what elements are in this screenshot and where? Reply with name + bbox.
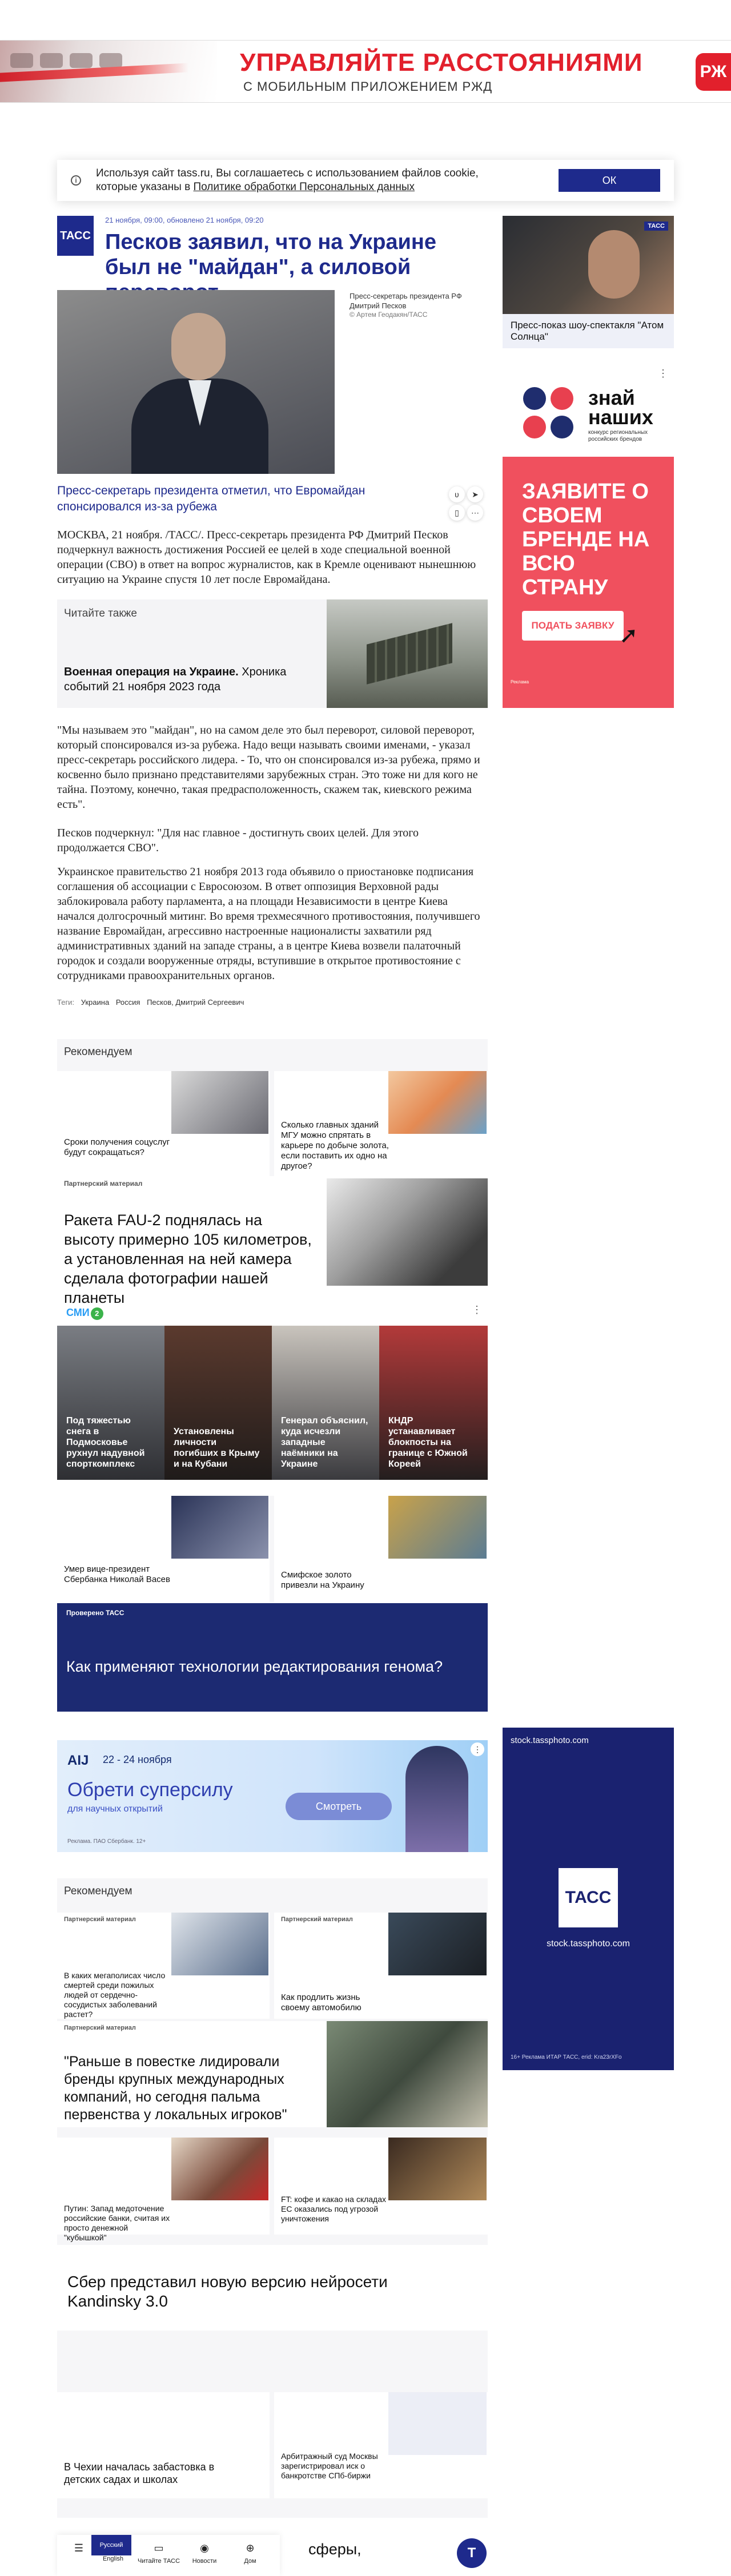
article-tags — [57, 998, 248, 1007]
stock-url-label: stock.tassphoto.com — [547, 1939, 630, 1949]
ad-brand-sub: конкурс региональных российских брендов — [588, 429, 648, 442]
ad-fine-print: 16+ Реклама ИТАР ТАСС, erid: Kra23rXFo — [511, 2054, 622, 2060]
aij-subtitle: для научных открытий — [67, 1804, 163, 1814]
verified-label: Проверено ТАСС — [66, 1609, 124, 1617]
book-icon: ▭ — [154, 2542, 164, 2554]
nav-home[interactable]: ⊕ Дом — [228, 2535, 272, 2576]
recommended-item[interactable]: Партнерский материал Как продлить жизнь своему автомобилю — [274, 1913, 488, 2019]
more-icon[interactable]: ⋯ — [467, 505, 483, 521]
train-image — [0, 41, 217, 103]
nav-english[interactable]: English — [102, 2555, 124, 2562]
tags-label: Теги: — [57, 998, 75, 1007]
bookmark-icon[interactable]: ▯ — [449, 505, 465, 521]
sber-news-card[interactable] — [57, 2245, 488, 2331]
article-photo — [57, 290, 335, 474]
article-paragraph: Украинское правительство 21 ноября 2013 года объявило о приостановке подписания соглашения об ассоциации с Евросоюзом. В ответ оппозиция Верховной рады заблокировала работу парламента, а на площади Независимости в центре Киева начался долгосрочный митинг. Во время трехмесячного противостояния, получившего название Евромайдан, агрессивно настроенные националисты захватили ряд административных зданий на западе страны, а в центре Киева возвели палаточный городок и создали вооруженные отряды, вступившие в открытое противостояние с сотрудниками правоохранительных органов. — [57, 866, 480, 982]
photo-credit: © Артем Геодакян/ТАСС — [350, 311, 428, 319]
recommended-block — [57, 1496, 488, 1602]
recommended-block — [57, 1878, 488, 2518]
article-meta: 21 ноября, 09:00, обновлено 21 ноября, 09:20 — [105, 216, 264, 224]
ad-person-image — [405, 1746, 468, 1852]
read-also-title[interactable]: Военная операция на Украине. Хроника событий 21 ноября 2023 года — [64, 666, 287, 693]
rzd-banner-ad[interactable] — [0, 40, 731, 103]
tass-fab-button[interactable]: Т — [457, 2538, 487, 2568]
partner-article[interactable] — [57, 1176, 488, 1306]
smi-card[interactable]: Генерал объяснил, куда исчезли западные наёмники на Украине — [272, 1326, 379, 1480]
train-window — [40, 53, 63, 68]
article-lead: Пресс-секретарь президента отметил, что Евромайдан спонсировался из-за рубежа — [57, 484, 366, 513]
more-icon[interactable]: ⋮ — [471, 1742, 484, 1756]
recommended-item[interactable]: FT: кофе и какао на складах ЕС оказались под угрозой уничтожения — [274, 2138, 488, 2235]
recommended-item[interactable]: Арбитражный суд Москвы зарегистрировал иск о банкротстве СПб-биржи — [274, 2392, 488, 2498]
train-window — [10, 53, 33, 68]
rail-news-card[interactable] — [503, 216, 674, 348]
plus-icon: ⊕ — [246, 2542, 255, 2554]
ad-fine-print: Реклама. ПАО Сбербанк. 12+ — [67, 1838, 146, 1845]
verified-title: Как применяют технологии редактирования генома? — [66, 1658, 443, 1675]
tag-link[interactable]: Россия — [115, 998, 140, 1007]
more-icon[interactable]: ⋮ — [472, 1304, 482, 1315]
language-selector[interactable]: Русский — [91, 2535, 131, 2555]
privacy-policy-link[interactable]: Политике обработки Персональных данных — [193, 181, 415, 193]
nav-read-tass[interactable]: ▭ Читайте ТАСС — [137, 2542, 180, 2565]
more-icon[interactable]: ⋮ — [658, 368, 668, 379]
vk-icon[interactable]: ʋ — [449, 486, 465, 502]
block-title: Рекомендуем — [64, 1885, 132, 1897]
rail-card-caption[interactable]: Пресс-показ шоу-спектакля "Атом Солнца" — [503, 314, 674, 348]
recommended-item[interactable]: Сроки получения соцуслуг будут сокращаться? — [57, 1071, 270, 1177]
brand-contest-ad[interactable] — [503, 365, 674, 708]
recommended-item[interactable]: Сколько главных зданий МГУ можно спрятать в карьере по добыче золота, если поставить их одно на другое? — [274, 1071, 488, 1177]
partner-article[interactable]: Партнерский материал "Раньше в повестке лидировали бренды крупных международных компаний, но сегодня пальма первенства у локальных игроков" — [57, 2021, 488, 2127]
read-also-label: Читайте также — [64, 607, 137, 619]
news-icon: ◉ — [200, 2542, 209, 2554]
recommended-item[interactable]: Партнерский материал В каких мегаполисах число смертей среди пожилых людей от сердечно-сосудистых заболеваний растет? — [57, 1913, 270, 2019]
article-paragraph: Песков подчеркнул: "Для нас главное - достигнуть своих целей. Для этого продолжается СВО". — [57, 827, 419, 854]
sber-title: Сбер представил новую версию нейросети Kandinsky 3.0 — [67, 2273, 388, 2310]
smi-card[interactable]: Установлены личности погибших в Крыму и на Кубани — [164, 1326, 272, 1480]
cookie-ok-button[interactable]: ОК — [559, 169, 660, 192]
aij-date: 22 - 24 ноября — [103, 1754, 172, 1765]
aij-ad-banner[interactable] — [57, 1740, 488, 1852]
aij-headline: Обрети суперсилу — [67, 1779, 233, 1801]
article-headline: Песков заявил, что на Украине был не "майдан", а силовой — [105, 230, 436, 279]
cookie-text: Используя сайт tass.ru, Вы соглашаетесь с использованием файлов cookie, которые указаны в Политике обработки Персональных данных — [96, 167, 479, 193]
tag-link[interactable]: Украина — [81, 998, 110, 1007]
smi-card[interactable]: КНДР устанавливает блокпосты на границе с Южной Кореей — [379, 1326, 488, 1480]
article-paragraph: МОСКВА, 21 ноября. /ТАСС/. Пресс-секретарь президента РФ Дмитрий Песков подчеркнул важность достижения Россией ее целей в ходе специальной военной операции (СВО) в ответ на вопрос журналистов, как в Кремле оценивают нынешнюю ситуацию на Украине спустя 10 лет после Евромайдана. — [57, 529, 476, 586]
read-also-thumbnail — [327, 599, 488, 708]
partner-title: Ракета FAU-2 поднялась на высоту примерно 105 километров, а установленная на ней камера сделала фотографии нашей планеты — [64, 1211, 312, 1306]
block-title: Рекомендуем — [64, 1046, 132, 1058]
partner-title: "Раньше в повестке лидировали бренды крупных международных компаний, но сегодня пальма первенства у локальных игроков" — [64, 2054, 287, 2123]
article-paragraph: "Мы называем это "майдан", но на самом деле это был переворот, силовой переворот, который спонсировался из-за рубежа. Надо вещи называть своими именами, - указал пресс-секретарь российского лидера. - То, что он спонсировался из-за рубежа, прямо и косвенно было признано представителями зарубежных стран. Это тоже ни для кого не тайна. Поэтому, конечно, такая предрасположенность, скажем так, киевского режима есть". — [57, 724, 480, 811]
watch-button[interactable]: Смотреть — [286, 1793, 392, 1820]
recommended-item[interactable]: Умер вице-президент Сбербанка Николай Васев — [57, 1496, 270, 1602]
tass-logo[interactable]: ТАСС — [57, 216, 94, 256]
bottom-navigation — [57, 2535, 280, 2576]
photo-caption: Пресс-секретарь президента РФ Дмитрий Песков — [350, 292, 462, 310]
smi-card[interactable]: Под тяжестью снега в Подмосковье рухнул надувной спорткомплекс — [57, 1326, 164, 1480]
contest-logo-icon — [523, 387, 580, 444]
nav-news[interactable]: ◉ Новости — [192, 2542, 217, 2565]
smi-widget — [57, 1297, 488, 1480]
tass-logo: ТАСС — [559, 1868, 618, 1927]
banner-title: УПРАВЛЯЙТЕ РАССТОЯНИЯМИ — [240, 49, 643, 77]
train-window — [99, 53, 122, 68]
ad-brand: знай наших — [588, 386, 653, 429]
ad-fine-print: Реклама — [511, 679, 529, 685]
cookie-notice — [57, 160, 674, 201]
partner-image — [327, 1178, 488, 1286]
train-window — [70, 53, 93, 68]
apply-button[interactable]: ПОДАТЬ ЗАЯВКУ — [522, 611, 624, 641]
telegram-icon[interactable]: ➤ — [467, 486, 483, 502]
read-also-card[interactable] — [57, 599, 488, 708]
person-figure — [131, 313, 263, 474]
ad-red-panel — [503, 457, 674, 708]
cursor-icon: ➚ — [619, 623, 638, 648]
menu-icon: ☰ — [74, 2542, 84, 2554]
tass-badge: ТАСС — [644, 222, 668, 231]
recommended-item[interactable]: Смифское золото привезли на Украину — [274, 1496, 488, 1602]
partner-label: Партнерский материал — [64, 1180, 143, 1188]
banner-subtitle: С МОБИЛЬНЫМ ПРИЛОЖЕНИЕМ РЖД — [243, 79, 493, 94]
truncated-headline: сферы, — [308, 2541, 362, 2558]
tag-link[interactable]: Песков, Дмитрий Сергеевич — [147, 998, 244, 1007]
info-icon: i — [71, 175, 81, 186]
aij-logo: AIJ — [67, 1753, 89, 1768]
tass-verified-article[interactable] — [57, 1603, 488, 1712]
recommended-block — [57, 1039, 488, 1186]
partner-image — [327, 2021, 488, 2127]
rzd-logo-icon: РЖ — [696, 53, 731, 91]
stock-tassphoto-ad[interactable] — [503, 1728, 674, 2070]
smi-logo[interactable]: СМИ 2 — [66, 1306, 103, 1320]
recommended-item[interactable]: Путин: Запад медоточение российские банки, считая их просто денежной "кубышкой" — [57, 2138, 270, 2235]
recommended-item[interactable]: В Чехии началась забастовка в детских садах и школах — [57, 2392, 270, 2498]
ad-headline: ЗАЯВИТЕ О СВОЕМ БРЕНДЕ НА ВСЮ СТРАНУ — [522, 480, 650, 599]
share-buttons — [448, 485, 488, 522]
stock-url: stock.tassphoto.com — [511, 1736, 589, 1745]
